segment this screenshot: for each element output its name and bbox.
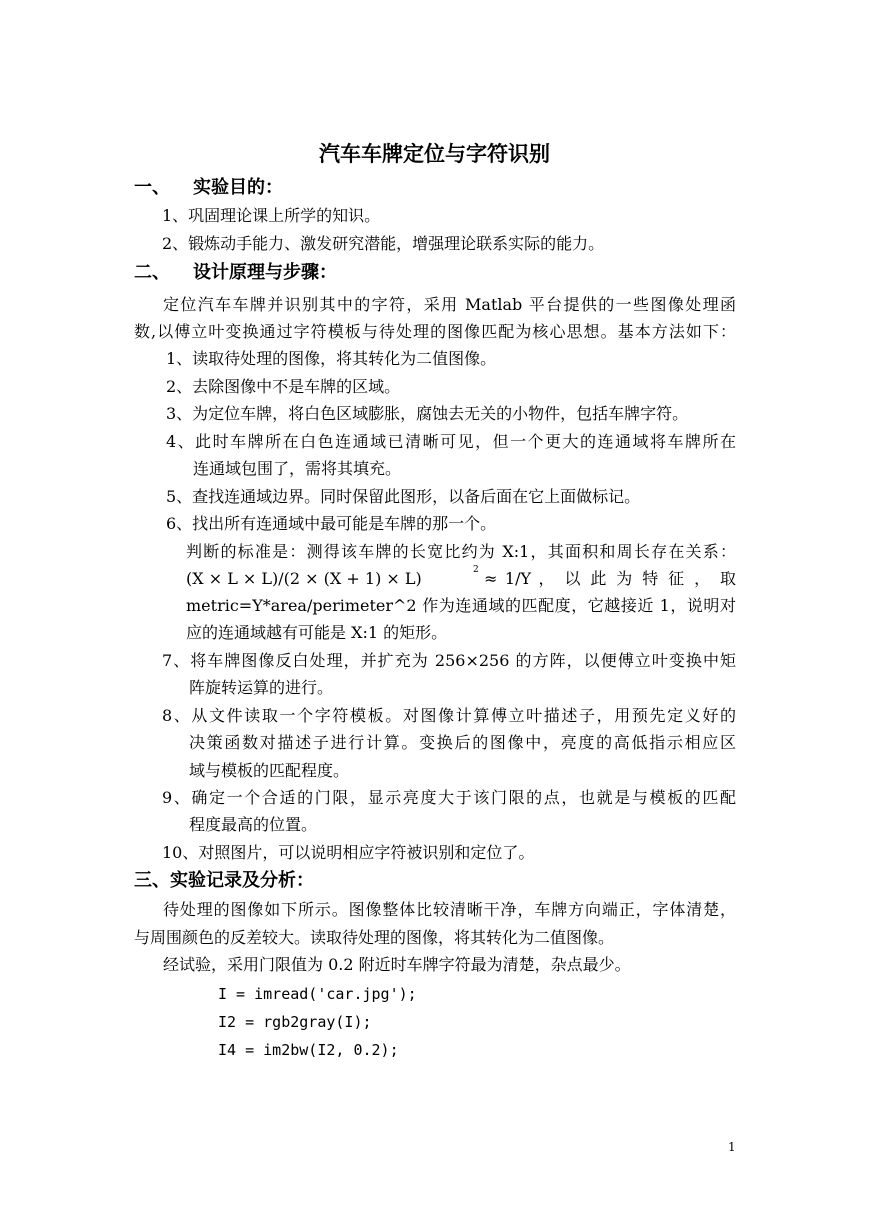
step-10: 10、对照图片，可以说明相应字符被识别和定位了。 — [162, 843, 535, 862]
document-title: 汽车车牌定位与字符识别 — [319, 141, 550, 166]
step-8: 8、从文件读取一个字符模板。对图像计算傅立叶描述子，用预先定义好的 — [162, 706, 736, 725]
metric-line: metric=Y*area/perimeter^2 作为连通域的匹配度，它越接近 1，说明对 — [186, 596, 736, 615]
step-4: 4、此时车牌所在白色连通域已清晰可见，但一个更大的连通域将车牌所在 — [166, 432, 736, 451]
section1-heading: 实验目的： — [193, 177, 283, 198]
formula-lhs: (X × L × L)/(2 × (X + 1) × L) — [186, 569, 422, 588]
step-7: 7、将车牌图像反白处理，并扩充为 256×256 的方阵，以便傅立叶变换中矩 — [162, 651, 736, 670]
page-number: 1 — [728, 1140, 736, 1154]
step-6-criterion: 判断的标准是：测得该车牌的长宽比约为 X:1，其面积和周长存在关系： — [186, 542, 736, 561]
step-3: 3、为定位车牌，将白色区域膨胀，腐蚀去无关的小物件，包括车牌字符。 — [166, 404, 689, 423]
section3-heading: 三、实验记录及分析： — [134, 870, 314, 891]
step-8-continued-2: 域与模板的匹配程度。 — [189, 761, 350, 780]
formula-rhs: ≈ 1/Y ， 以 此 为 特 征 ， 取 — [484, 569, 736, 588]
step-2: 2、去除图像中不是车牌的区域。 — [166, 377, 401, 396]
section1-item-1: 1、巩固理论课上所学的知识。 — [162, 206, 381, 225]
step-4-continued: 连通域包围了，需将其填充。 — [193, 459, 402, 478]
code-line-3: I4 = im2bw(I2, 0.2); — [218, 1041, 399, 1059]
step-7-continued: 阵旋转运算的进行。 — [189, 678, 334, 697]
step-6: 6、找出所有连通域中最可能是车牌的那一个。 — [166, 514, 497, 533]
step-9: 9、确定一个合适的门限，显示亮度大于该门限的点，也就是与模板的匹配 — [162, 788, 736, 807]
section1-item-2: 2、锻炼动手能力、激发研究潜能，增强理论联系实际的能力。 — [162, 234, 605, 253]
formula-superscript: 2 — [473, 565, 479, 575]
code-line-1: I = imread('car.jpg'); — [218, 985, 417, 1003]
step-8-continued-1: 决策函数对描述子进行计算。变换后的图像中，亮度的高低指示相应区 — [189, 733, 736, 752]
section3-para-1: 待处理的图像如下所示。图像整体比较清晰干净，车牌方向端正，字体清楚， — [163, 900, 736, 919]
section3-para-2: 经试验，采用门限值为 0.2 附近时车牌字符最为清楚，杂点最少。 — [163, 955, 631, 974]
step-9-continued: 程度最高的位置。 — [189, 815, 318, 834]
step-1: 1、读取待处理的图像，将其转化为二值图像。 — [166, 349, 497, 368]
section2-intro-line-1: 定位汽车车牌并识别其中的字符，采用 Matlab 平台提供的一些图像处理函 — [163, 295, 736, 314]
step-5: 5、查找连通域边界。同时保留此图形，以备后面在它上面做标记。 — [166, 487, 641, 506]
section3-para-1-continued: 与周围颜色的反差较大。读取待处理的图像，将其转化为二值图像。 — [134, 928, 615, 947]
section2-number: 二、 — [134, 262, 170, 283]
section2-intro-line-2: 数,以傅立叶变换通过字符模板与待处理的图像匹配为核心思想。基本方法如下： — [134, 322, 736, 341]
metric-line-continued: 应的连通域越有可能是 X:1 的矩形。 — [186, 623, 448, 642]
section2-heading: 设计原理与步骤： — [193, 262, 337, 283]
section1-number: 一、 — [134, 177, 170, 198]
code-line-2: I2 = rgb2gray(I); — [218, 1013, 372, 1031]
